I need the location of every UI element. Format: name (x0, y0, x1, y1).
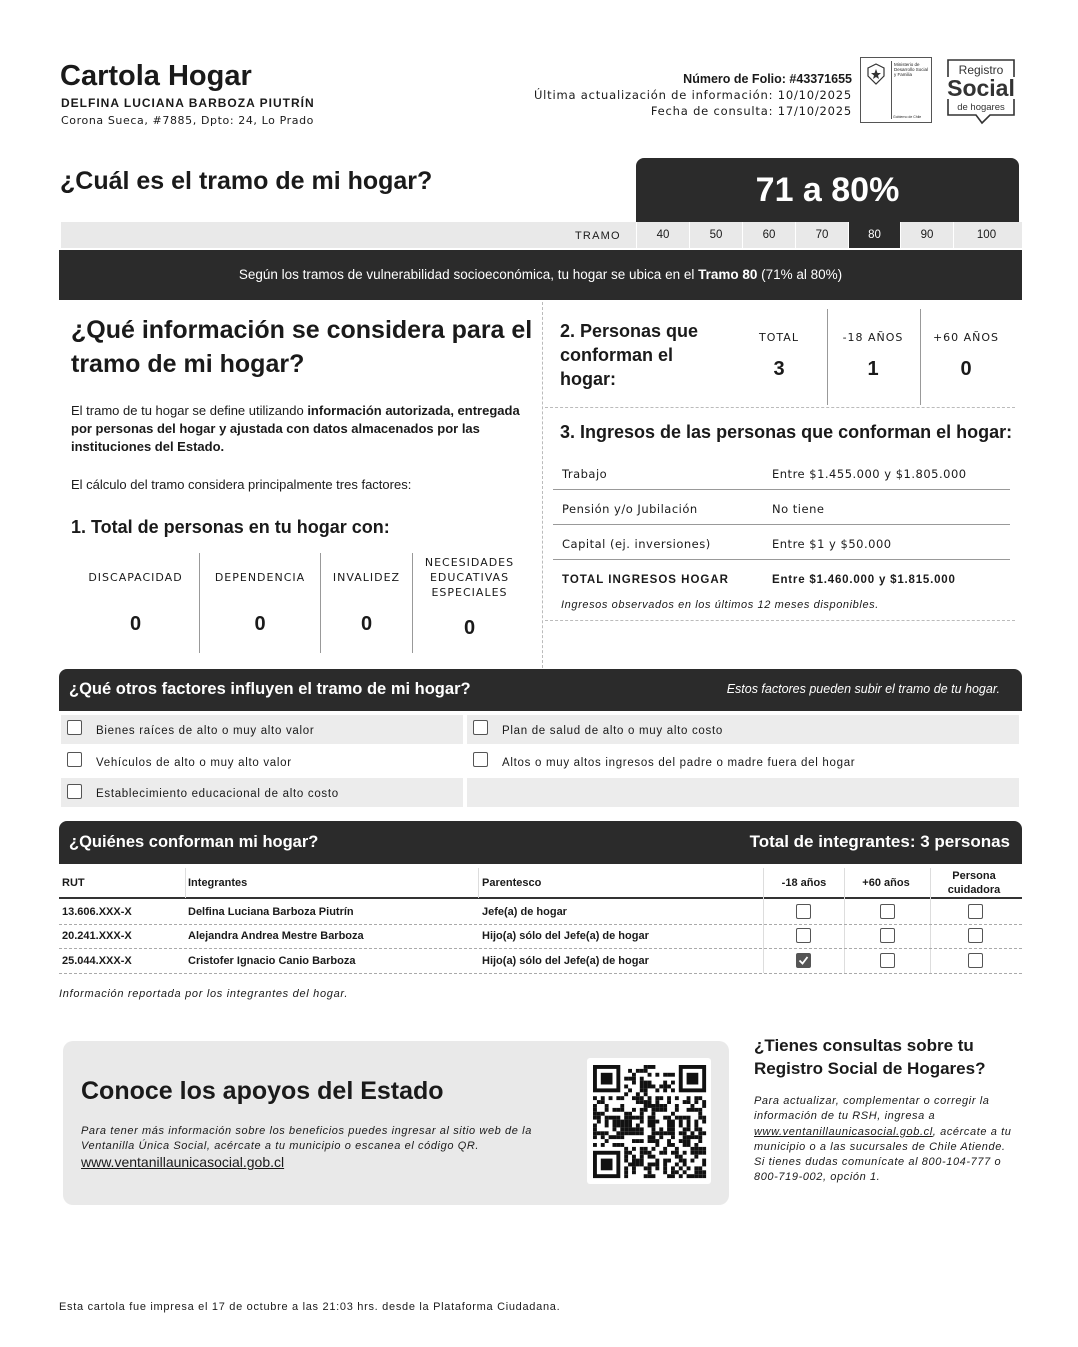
row-rut: 13.606.XXX-X (62, 906, 132, 918)
query-date: Fecha de consulta: 17/10/2025 (650, 104, 852, 118)
banner-text: Según los tramos de vulnerabilidad socioeconómica, tu hogar se ubica en el (238, 267, 699, 282)
persons-value: 0 (960, 358, 972, 380)
tramo-question: ¿Cuál es el tramo de mi hogar? (60, 167, 433, 195)
row-over60-checkbox (880, 928, 895, 943)
row-name: Delfina Luciana Barboza Piutrín (188, 906, 354, 918)
col-over60: +60 años (862, 877, 910, 889)
rsh-logo-middle: Social (947, 75, 1015, 101)
condition-invalidez (321, 553, 412, 653)
persons-value: 1 (867, 358, 879, 380)
factor-checkbox (473, 752, 488, 767)
tramo-result: 71 a 80% (636, 158, 1019, 222)
folio-block (534, 71, 852, 119)
income-label: Pensión y/o Jubilación (562, 502, 698, 516)
support-link[interactable]: www.ventanillaunicasocial.gob.cl (81, 1154, 285, 1170)
persons-label: +60 AÑOS (932, 331, 1000, 344)
persons-label: -18 AÑOS (842, 331, 904, 344)
col-rut: RUT (62, 877, 85, 889)
info-paragraph-bold: información autorizada, entregada por personas del hogar y ajustada con datos almacenados por las instituciones del Estado. (71, 403, 520, 454)
row-over60-checkbox (880, 904, 895, 919)
col-integrantes: Integrantes (188, 877, 248, 889)
ministry-logo (860, 57, 932, 123)
last-update: Última actualización de información: 10/10/2025 (533, 88, 852, 102)
factors-title: ¿Qué otros factores influyen el tramo de mi hogar? (69, 680, 471, 698)
contact-text (754, 1094, 1014, 1186)
income-label: Trabajo (562, 467, 608, 481)
contact-text-pre: Para actualizar, complementar o corregir la información de tu RSH, ingresa a (754, 1095, 990, 1123)
condition-value: 0 (129, 613, 142, 635)
income-value: No tiene (772, 502, 825, 516)
condition-label: INVALIDEZ (332, 570, 401, 584)
row-rut: 20.241.XXX-X (62, 930, 132, 942)
factor-label: Vehículos de alto o muy alto valor (96, 757, 292, 769)
tramo-tick: 90 (900, 222, 953, 248)
factor1-title: 1. Total de personas en tu hogar con: (71, 517, 390, 537)
income-row-pension (553, 490, 1010, 525)
contact-text-post: , acércate a tu municipio o a las sucursales de Chile Atiende. Si tienes dudas comunícate al 800-104-777 o 800-719-002, opción 1. (754, 1125, 1012, 1184)
condition-label: NECESIDADES EDUCATIVAS ESPECIALES (424, 555, 515, 599)
government-label: Gobierno de Chile (893, 115, 922, 119)
household-total: Total de integrantes: 3 personas (749, 832, 1010, 851)
factors-note: Estos factores pueden subir el tramo de tu hogar. (726, 682, 1000, 696)
holder-address: Corona Sueca, #7885, Dpto: 24, Lo Prado (61, 114, 315, 127)
persons-title: 2. Personas que conforman el hogar: (560, 321, 699, 389)
income-note: Ingresos observados en los últimos 12 meses disponibles. (561, 599, 879, 611)
factor-label: Altos o muy altos ingresos del padre o madre fuera del hogar (502, 757, 856, 769)
row-caregiver-checkbox (968, 904, 983, 919)
factor-label: Plan de salud de alto o muy alto costo (502, 725, 723, 737)
income-total-label: TOTAL INGRESOS HOGAR (562, 574, 729, 586)
row-relation: Hijo(a) sólo del Jefe(a) de hogar (482, 955, 649, 967)
info-paragraph (71, 402, 531, 456)
tramo-tick: 60 (742, 222, 795, 248)
contact-title: ¿Tienes consultas sobre tu Registro Social de Hogares? (754, 1036, 986, 1078)
tramo-tick: 40 (636, 222, 689, 248)
rsh-logo-bottom: de hogares (957, 102, 1005, 113)
col-parentesco: Parentesco (482, 877, 542, 889)
qr-code-icon (587, 1058, 711, 1184)
row-name: Alejandra Andrea Mestre Barboza (188, 930, 364, 942)
household-header (59, 821, 1022, 864)
tramo-tick: 80 (848, 222, 900, 248)
banner-tramo: Tramo 80 (698, 267, 758, 282)
condition-value: 0 (254, 613, 266, 635)
factor-label: Establecimiento educacional de alto costo (96, 788, 339, 800)
row-under18-checkbox (796, 928, 811, 943)
row-relation: Hijo(a) sólo del Jefe(a) de hogar (482, 930, 649, 942)
chile-crest-icon (865, 62, 887, 86)
row-caregiver-checkbox (968, 928, 983, 943)
condition-dependencia (200, 553, 320, 653)
income-label: Capital (ej. inversiones) (562, 537, 711, 551)
household-title: ¿Quiénes conforman mi hogar? (69, 833, 319, 851)
info-paragraph-factors: El cálculo del tramo considera principalmente tres factores: (71, 477, 412, 492)
row-relation: Jefe(a) de hogar (482, 906, 567, 918)
income-value: Entre $1.455.000 y $1.805.000 (772, 467, 967, 481)
row-caregiver-checkbox (968, 953, 983, 968)
persons-label: TOTAL (759, 331, 799, 344)
condition-value: 0 (463, 617, 476, 639)
info-title: ¿Qué información se considera para el tramo de mi hogar? (71, 316, 533, 378)
qr-code[interactable] (587, 1058, 711, 1184)
banner-range: (71% al 80%) (757, 267, 843, 282)
col-under18: -18 años (781, 877, 827, 889)
table-note: Información reportada por los integrantes del hogar. (59, 988, 349, 1000)
persons-over60 (920, 331, 1012, 381)
footer-note: Esta cartola fue impresa el 17 de octubre a las 21:03 hrs. desde la Plataforma Ciudadana. (59, 1301, 561, 1313)
contact-link[interactable]: www.ventanillaunicasocial.gob.cl (754, 1125, 933, 1138)
col-caregiver: Persona cuidadora (947, 870, 1001, 896)
ministry-name: Ministerio de Desarrollo Social y Familia (894, 62, 929, 77)
factor-checkbox (473, 720, 488, 735)
factor-checkbox (67, 784, 82, 799)
row-under18-checkbox (796, 953, 811, 968)
condition-discapacidad (72, 553, 199, 653)
tramo-tick: 70 (795, 222, 848, 248)
folio-number: Número de Folio: #43371655 (683, 72, 852, 86)
factors-header (59, 669, 1022, 711)
info-paragraph-text: El tramo de tu hogar se define utilizando (71, 403, 308, 418)
persons-value: 3 (773, 358, 785, 380)
income-row-trabajo (553, 455, 1010, 490)
document-title: Cartola Hogar (60, 60, 252, 92)
support-title: Conoce los apoyos del Estado (81, 1077, 444, 1105)
factor-label: Bienes raíces de alto o muy alto valor (96, 725, 315, 737)
persons-total (733, 331, 825, 381)
condition-label: DEPENDENCIA (214, 570, 306, 584)
row-name: Cristofer Ignacio Canio Barboza (188, 955, 356, 967)
condition-value: 0 (360, 613, 373, 635)
persons-under18 (827, 331, 919, 381)
condition-label: DISCAPACIDAD (88, 570, 183, 584)
tramo-tick: 100 (953, 222, 1019, 248)
row-under18-checkbox (796, 904, 811, 919)
support-text: Para tener más información sobre los beneficios puedes ingresar al sitio web de la Ventanilla Única Social, acércate a tu municipio o escanea el código QR. (81, 1125, 532, 1152)
tramo-tick: 50 (689, 222, 742, 248)
factor-checkbox (67, 720, 82, 735)
rsh-logo-top: Registro (958, 63, 1004, 77)
factor-checkbox (67, 752, 82, 767)
row-rut: 25.044.XXX-X (62, 955, 132, 967)
income-value: Entre $1 y $50.000 (772, 537, 892, 551)
income-title: 3. Ingresos de las personas que conforman el hogar: (560, 422, 1013, 442)
income-row-capital (553, 525, 1010, 560)
registro-social-logo (940, 57, 1022, 127)
income-total-value: Entre $1.460.000 y $1.815.000 (772, 574, 956, 586)
condition-nee (413, 553, 526, 653)
row-over60-checkbox (880, 953, 895, 968)
tramo-banner (59, 250, 1022, 300)
holder-name: DELFINA LUCIANA BARBOZA PIUTRÍN (61, 96, 315, 110)
tramo-scale-label: TRAMO (575, 230, 621, 242)
